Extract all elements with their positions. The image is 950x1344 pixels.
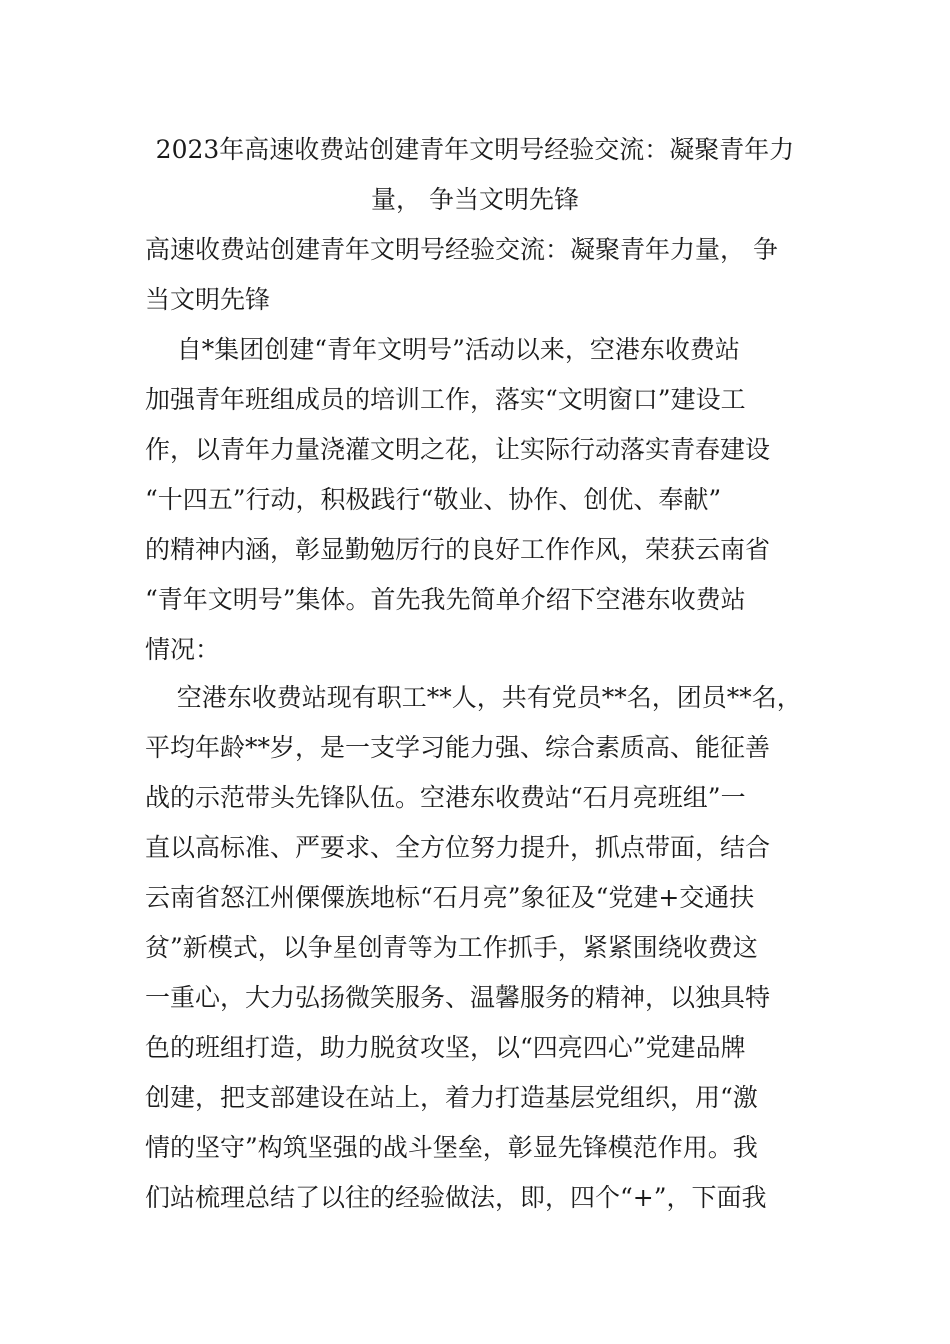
paragraph-line: 的精神内涵，彰显勤勉厉行的良好工作作风，荣获云南省 [145,535,771,564]
paragraph-line: 战的示范带头先锋队伍。空港东收费站“石月亮班组”一 [145,783,746,812]
subtitle-line: 高速收费站创建青年文明号经验交流：凝聚青年力量， 争 [145,235,778,264]
title-line: 量， 争当文明先锋 [371,185,579,214]
paragraph-line: 作，以青年力量浇灌文明之花，让实际行动落实青春建设 [145,435,771,464]
paragraph-line: 情的坚守”构筑坚强的战斗堡垒，彰显先锋模范作用。我 [145,1133,758,1162]
paragraph-line: 情况： [145,635,221,664]
document-title [140,125,810,225]
paragraph-line: “青年文明号”集体。首先我先简单介绍下空港东收费站 [145,585,746,614]
paragraph-line: 自*集团创建“青年文明号”活动以来，空港东收费站 [145,335,740,364]
paragraph-line: 一重心，大力弘扬微笑服务、温馨服务的精神，以独具特 [145,983,771,1012]
paragraph-station-info [145,673,810,1223]
document-subtitle [145,225,810,325]
paragraph-line: 云南省怒江州傈僳族地标“石月亮”象征及“党建+交通扶 [145,883,755,912]
title-line: 2023年高速收费站创建青年文明号经验交流：凝聚青年力 [155,135,795,164]
paragraph-line: “十四五”行动，积极践行“敬业、协作、创优、奉献” [145,485,722,514]
subtitle-line: 当文明先锋 [145,285,271,314]
paragraph-line: 色的班组打造，助力脱贫攻坚，以“四亮四心”党建品牌 [145,1033,746,1062]
paragraph-line: 空港东收费站现有职工**人，共有党员**名，团员**名， [145,683,802,712]
paragraph-line: 平均年龄**岁，是一支学习能力强、综合素质高、能征善 [145,733,771,762]
paragraph-line: 贫”新模式，以争星创青等为工作抓手，紧紧围绕收费这 [145,933,758,962]
paragraph-line: 创建，把支部建设在站上，着力打造基层党组织，用“激 [145,1083,758,1112]
paragraph-line: 直以高标准、严要求、全方位努力提升，抓点带面，结合 [145,833,771,862]
paragraph-line: 们站梳理总结了以往的经验做法，即，四个“+”，下面我 [145,1183,767,1212]
paragraph-intro [145,325,810,675]
paragraph-line: 加强青年班组成员的培训工作，落实“文明窗口”建设工 [145,385,746,414]
